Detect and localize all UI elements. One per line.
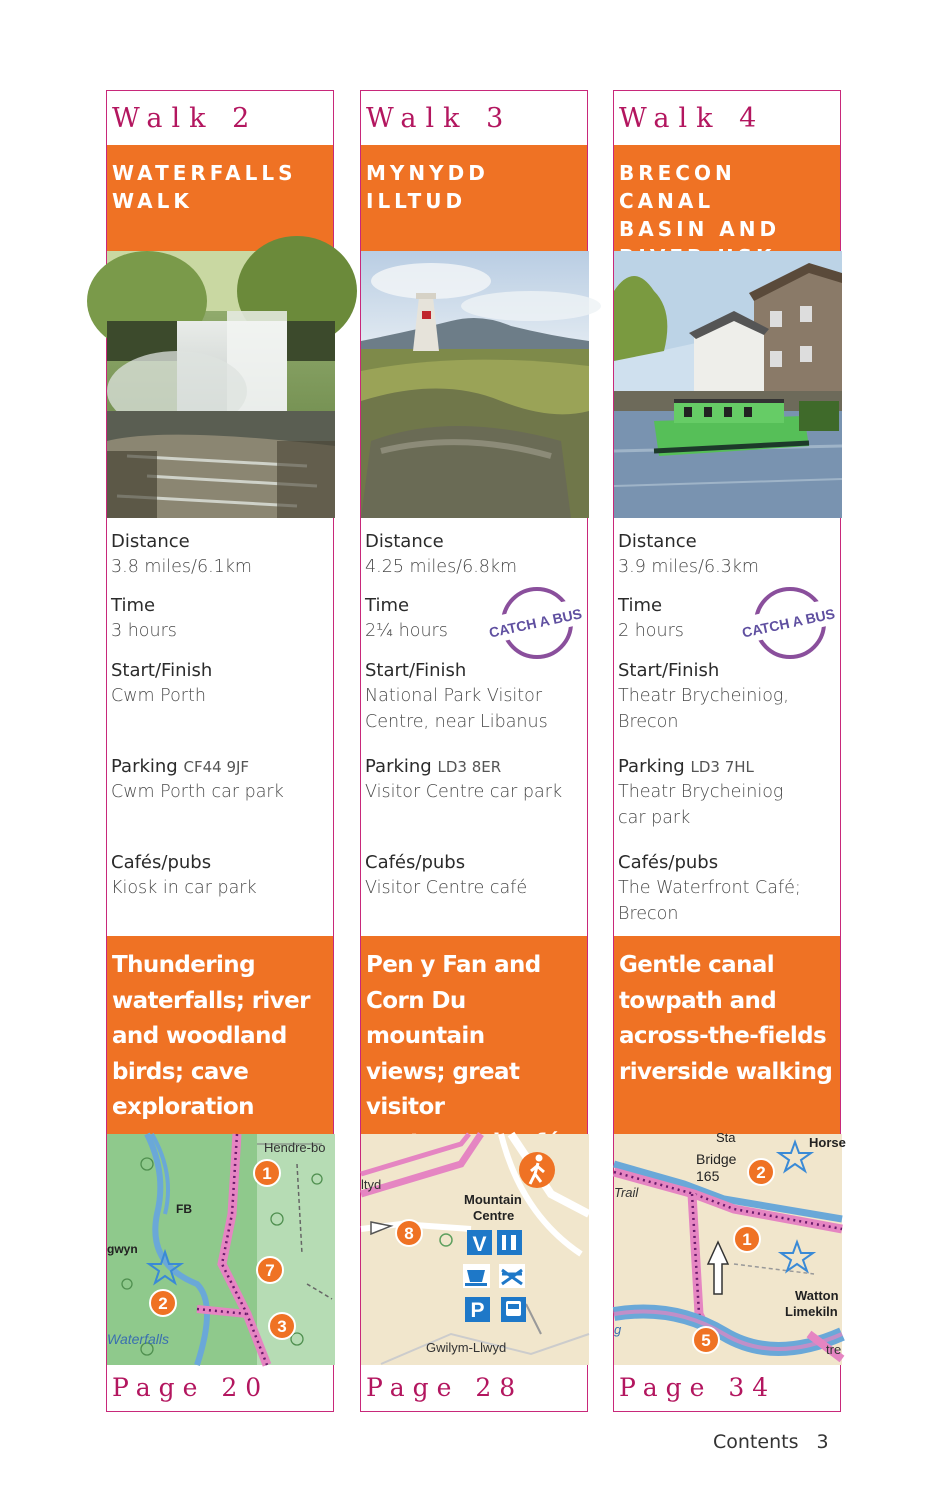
- start-label: Start/Finish: [111, 660, 213, 681]
- map-marker: [734, 1226, 760, 1252]
- time-value: 2 hours: [618, 621, 684, 641]
- svg-text:7: 7: [265, 1261, 275, 1280]
- time-label: Time: [365, 595, 410, 616]
- map-label: Gwilym-Llwyd: [426, 1340, 507, 1355]
- distance-label: Distance: [618, 531, 697, 552]
- map-marker: [748, 1159, 774, 1185]
- svg-text:3: 3: [277, 1317, 287, 1336]
- parking-icon: [465, 1297, 490, 1322]
- walk-number: Walk 4: [619, 103, 766, 134]
- map-label: Centre: [473, 1208, 515, 1223]
- map-marker: [254, 1160, 280, 1186]
- map-marker: [396, 1220, 422, 1246]
- svg-text:2: 2: [756, 1163, 766, 1182]
- page-reference[interactable]: Page 34: [619, 1373, 777, 1402]
- map-marker: [257, 1257, 283, 1283]
- map-label: FB: [176, 1202, 192, 1216]
- parking-label: Parking: [111, 756, 178, 777]
- parking-label: Parking: [365, 756, 432, 777]
- walk-description: Gentle canal towpath and across-the-fields riverside walking: [614, 936, 840, 1134]
- cafes-label: Cafés/pubs: [618, 852, 719, 873]
- time-value: 3 hours: [111, 621, 177, 641]
- walk-description: Pen y Fan and Corn Du mountain views; great visitor: [361, 936, 587, 1134]
- parking-label: Parking: [618, 756, 685, 777]
- cafes-label: Cafés/pubs: [365, 852, 466, 873]
- walk-details: [107, 518, 333, 936]
- map-label: ltyd: [361, 1177, 382, 1192]
- waterfall-photo: [107, 251, 333, 518]
- walk-card-3[interactable]: [360, 90, 588, 1412]
- map-label: Mountain: [464, 1192, 522, 1207]
- map-label: Hendre-bo: [264, 1140, 326, 1155]
- walker-icon: [519, 1152, 555, 1188]
- cafes-value: The Waterfront Café; Brecon: [618, 878, 801, 924]
- svg-text:CATCH A BUS: CATCH A BUS: [740, 605, 837, 641]
- canal-basin-photo: [614, 251, 840, 518]
- start-value: Theatr Brycheiniog, Brecon: [618, 686, 789, 732]
- route-map[interactable]: [107, 1134, 333, 1365]
- route-map[interactable]: [614, 1130, 846, 1365]
- distance-value: 3.8 miles/6.1km: [111, 557, 252, 577]
- map-label: Horse: [809, 1135, 846, 1150]
- map-label: Watton: [795, 1288, 839, 1303]
- trig-point-photo: [361, 251, 587, 518]
- walk-title: WATERFALLS WALK: [107, 145, 333, 251]
- cafes-label: Cafés/pubs: [111, 852, 212, 873]
- svg-text:1: 1: [742, 1230, 752, 1249]
- parking-postcode: CF44 9JF: [183, 758, 250, 776]
- walk-card-2[interactable]: [106, 90, 334, 1412]
- map-marker: [150, 1290, 176, 1316]
- map-label: Waterfalls: [107, 1331, 169, 1347]
- walk-number: Walk 3: [366, 103, 513, 134]
- time-label: Time: [111, 595, 156, 616]
- walk-title: BRECON CANAL BASIN AND: [614, 145, 840, 251]
- svg-text:1: 1: [262, 1164, 272, 1183]
- catch-a-bus-stamp: [740, 580, 836, 664]
- parking-value: Theatr Brycheiniog car park: [618, 782, 784, 828]
- distance-label: Distance: [365, 531, 444, 552]
- map-label: Limekiln: [785, 1304, 838, 1319]
- map-label: Bridge: [696, 1151, 737, 1167]
- svg-text:P: P: [470, 1299, 485, 1322]
- page-footer: [713, 1431, 829, 1453]
- start-label: Start/Finish: [365, 660, 467, 681]
- map-label: tre: [826, 1342, 842, 1357]
- svg-text:2: 2: [158, 1294, 168, 1313]
- parking-postcode: LD3 7HL: [690, 758, 754, 776]
- walk-description: Thundering waterfalls; river and woodland birds; cave exploration: [107, 936, 333, 1134]
- page-reference[interactable]: Page 20: [112, 1373, 270, 1402]
- bus-stop-icon: [501, 1297, 526, 1322]
- cafe-icon: [463, 1264, 490, 1288]
- cafes-value: Visitor Centre café: [365, 878, 528, 898]
- map-label: 165: [696, 1168, 720, 1184]
- svg-text:V: V: [472, 1233, 487, 1256]
- toilets-icon: [497, 1230, 522, 1255]
- visitor-info-icon: [467, 1230, 492, 1256]
- walk-details: [361, 518, 587, 936]
- time-label: Time: [618, 595, 663, 616]
- map-marker: [269, 1313, 295, 1339]
- walk-number: Walk 2: [112, 103, 259, 134]
- map-label: Sta: [716, 1130, 736, 1145]
- svg-text:CATCH A BUS: CATCH A BUS: [487, 605, 584, 641]
- route-map[interactable]: [361, 1134, 587, 1365]
- start-value: National Park Visitor Centre, near Libanus: [365, 686, 548, 732]
- distance-value: 4.25 miles/6.8km: [365, 557, 518, 577]
- map-label: Trail: [614, 1185, 639, 1200]
- walk-details: [614, 518, 840, 936]
- distance-label: Distance: [111, 531, 190, 552]
- footer-section: Contents: [713, 1431, 799, 1453]
- parking-postcode: LD3 8ER: [437, 758, 502, 776]
- cafes-value: Kiosk in car park: [111, 878, 257, 898]
- parking-value: Visitor Centre car park: [365, 782, 563, 802]
- page-number: 3: [816, 1431, 829, 1453]
- parking-value: Cwm Porth car park: [111, 782, 284, 802]
- distance-value: 3.9 miles/6.3km: [618, 557, 759, 577]
- time-value: 2¼ hours: [365, 621, 448, 641]
- svg-text:8: 8: [404, 1224, 414, 1243]
- page-reference[interactable]: Page 28: [366, 1373, 524, 1402]
- walk-card-4[interactable]: [613, 90, 846, 1412]
- map-label: gwyn: [107, 1242, 138, 1256]
- start-value: Cwm Porth: [111, 686, 206, 706]
- map-marker: [693, 1327, 719, 1353]
- catch-a-bus-stamp: [487, 580, 583, 664]
- start-label: Start/Finish: [618, 660, 720, 681]
- picnic-icon: [499, 1264, 525, 1288]
- map-label: g: [614, 1322, 622, 1337]
- walk-title: MYNYDD ILLTUD: [361, 145, 587, 251]
- svg-text:5: 5: [701, 1331, 711, 1350]
